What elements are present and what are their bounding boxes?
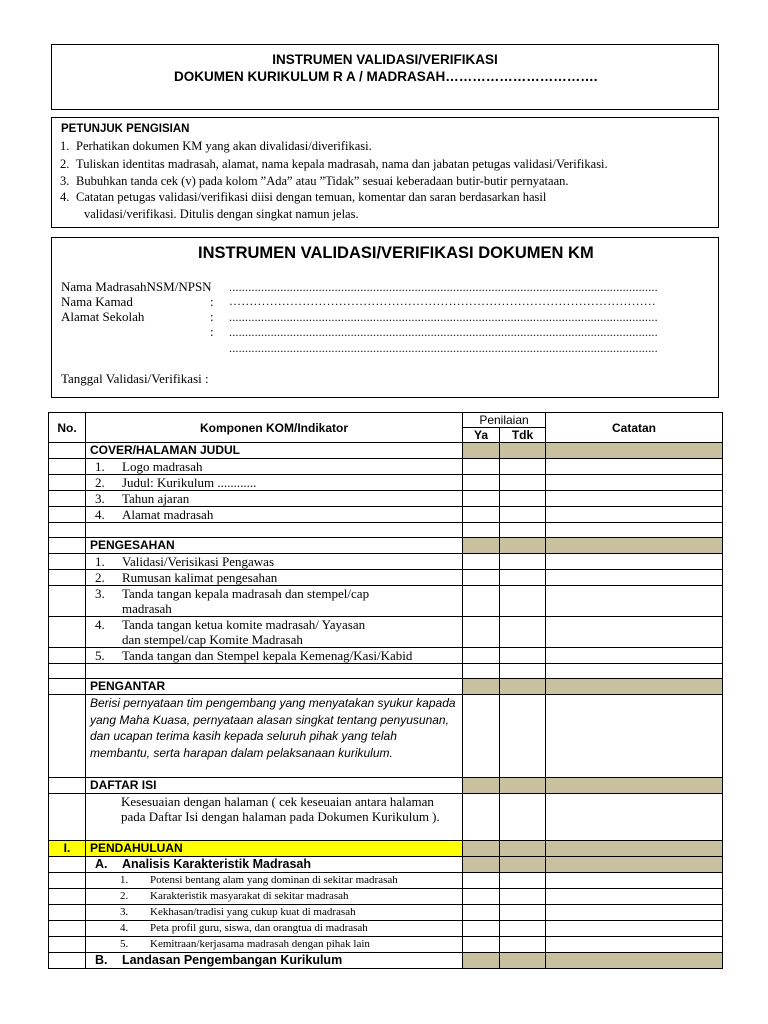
petunjuk-heading: PETUNJUK PENGISIAN [61, 123, 190, 135]
petunjuk-item-4 [60, 190, 546, 205]
cell-catatan[interactable] [546, 794, 723, 841]
table-row-subsection [49, 857, 723, 873]
item-text: Rumusan kalimat pengesahan [122, 570, 278, 585]
petunjuk-item-num: 3. [60, 174, 70, 188]
item-num: 2. [95, 475, 105, 490]
section-heading-pengesahan: PENGESAHAN [86, 538, 463, 554]
nama-kamad-field[interactable]: …………………………………………………………………………………………… [229, 294, 656, 308]
cell-tdk[interactable] [500, 937, 546, 953]
alamat-sekolah-colon-2: : [210, 324, 214, 339]
cell-ya[interactable] [463, 475, 500, 491]
subsection-title: Analisis Karakteristik Madrasah [122, 857, 311, 871]
cell-catatan[interactable] [546, 648, 723, 664]
petunjuk-item-num: 2. [60, 157, 70, 171]
section-heading-cover: COVER/HALAMAN JUDUL [86, 443, 463, 459]
cell-ya[interactable] [463, 538, 500, 554]
cell-ya[interactable] [463, 794, 500, 841]
table-row [49, 794, 723, 841]
item-text: Logo madrasah [122, 459, 203, 474]
table-row-section [49, 538, 723, 554]
cell-tdk[interactable] [500, 873, 546, 889]
cell-ya[interactable] [463, 507, 500, 523]
cell-tdk[interactable] [500, 648, 546, 664]
cell-tdk[interactable] [500, 953, 546, 969]
cell-catatan[interactable] [546, 778, 723, 794]
cell-tdk[interactable] [500, 554, 546, 570]
tanggal-validasi-label: Tanggal Validasi/Verifikasi : [61, 371, 209, 386]
header-penilaian: Penilaian [463, 413, 546, 428]
cell-ya[interactable] [463, 905, 500, 921]
cell-catatan[interactable] [546, 491, 723, 507]
cell-ya[interactable] [463, 857, 500, 873]
cell-catatan[interactable] [546, 679, 723, 695]
section-heading-pendahuluan: PENDAHULUAN [86, 841, 463, 857]
item-text: Karakteristik masyarakat di sekitar madrasah [150, 890, 349, 902]
section-number: I. [49, 841, 86, 857]
table-row [49, 695, 723, 778]
table-row [49, 905, 723, 921]
item-text: Kemitraan/kerjasama madrasah dengan pihak lain [150, 938, 370, 950]
cell-catatan[interactable] [546, 841, 723, 857]
table-row [49, 889, 723, 905]
cell-catatan[interactable] [546, 873, 723, 889]
cell-ya[interactable] [463, 443, 500, 459]
table-row [49, 554, 723, 570]
cell-tdk[interactable] [500, 695, 546, 778]
table-row [49, 873, 723, 889]
table-row [49, 617, 723, 648]
item-text: Tanda tangan ketua komite madrasah/ Yayasan [122, 617, 366, 632]
cell-ya[interactable] [463, 679, 500, 695]
cell-tdk[interactable] [500, 857, 546, 873]
table-row [49, 921, 723, 937]
header-ya: Ya [463, 428, 500, 443]
cell-catatan[interactable] [546, 889, 723, 905]
alamat-sekolah-field[interactable]: ...................................................................................................................................... [229, 310, 658, 324]
item-text-continuation: madrasah [122, 601, 172, 616]
item-text: Kekhasan/tradisi yang cukup kuat di madrasah [150, 906, 356, 918]
pengantar-description: Berisi pernyataan tim pengembang yang menyatakan syukur kapada yang Maha Kuasa, pernyataan alasan singkat tentang penyusunan, dan ucapan terima kasih kepada seluruh pihak yang telah membantu, serta harapan dalam pelaksanaan kurikulum. [86, 695, 463, 778]
petunjuk-item-2 [60, 157, 608, 172]
cell-ya[interactable] [463, 873, 500, 889]
cell-catatan[interactable] [546, 586, 723, 617]
table-row [49, 586, 723, 617]
cell-ya[interactable] [463, 459, 500, 475]
item-num: 3. [95, 491, 105, 506]
item-text: Tanda tangan kepala madrasah dan stempel/cap [122, 586, 370, 601]
cell-tdk[interactable] [500, 679, 546, 695]
nama-madrasah-label: Nama MadrasahNSM/NPSN [61, 279, 212, 294]
petunjuk-item-4-continuation: validasi/verifikasi. Ditulis dengan singkat namun jelas. [84, 207, 359, 221]
cell-catatan[interactable] [546, 443, 723, 459]
alamat-sekolah-label: Alamat Sekolah [61, 309, 145, 324]
table-row-section [49, 841, 723, 857]
petunjuk-item-num: 1. [60, 139, 70, 153]
table-row [49, 648, 723, 664]
cell-tdk[interactable] [500, 921, 546, 937]
document-title-box [51, 44, 719, 110]
item-num: 2. [95, 570, 105, 585]
item-num: 3. [95, 586, 105, 601]
item-num: 4. [120, 922, 129, 934]
item-text: Potensi bentang alam yang dominan di sekitar madrasah [150, 874, 398, 886]
cell-tdk[interactable] [500, 538, 546, 554]
cell-catatan[interactable] [546, 617, 723, 648]
item-num: 1. [120, 874, 129, 886]
instrument-table [48, 412, 723, 969]
table-row [49, 475, 723, 491]
item-num: 4. [95, 507, 105, 522]
table-row-subsection [49, 953, 723, 969]
cell-ya[interactable] [463, 554, 500, 570]
cell-tdk[interactable] [500, 507, 546, 523]
cell-ya[interactable] [463, 921, 500, 937]
alamat-sekolah-colon: : [210, 309, 214, 324]
subsection-title: Landasan Pengembangan Kurikulum [122, 953, 343, 967]
petunjuk-item-text: Bubuhkan tanda cek (v) pada kolom ”Ada” atau ”Tidak” sesuai keberadaan butir-butir pernyataan. [76, 174, 569, 188]
cell-ya[interactable] [463, 648, 500, 664]
petunjuk-item-text: Catatan petugas validasi/verifikasi diisi dengan temuan, komentar dan saran berdasarkan hasil [76, 190, 547, 204]
cell-tdk[interactable] [500, 794, 546, 841]
cell-tdk[interactable] [500, 459, 546, 475]
cell-ya[interactable] [463, 889, 500, 905]
cell-ya[interactable] [463, 491, 500, 507]
cell-catatan[interactable] [546, 475, 723, 491]
cell-ya[interactable] [463, 695, 500, 778]
table-row [49, 570, 723, 586]
cell-tdk[interactable] [500, 475, 546, 491]
header-tdk: Tdk [500, 428, 546, 443]
document-title-line2: DOKUMEN KURIKULUM R A / MADRASAH……………………………. [174, 69, 598, 84]
cell-ya[interactable] [463, 778, 500, 794]
table-row-section [49, 679, 723, 695]
item-text: Tanda tangan dan Stempel kepala Kemenag/Kasi/Kabid [122, 648, 413, 663]
petunjuk-item-3 [60, 174, 569, 189]
cell-tdk[interactable] [500, 841, 546, 857]
cell-ya[interactable] [463, 953, 500, 969]
cell-tdk[interactable] [500, 443, 546, 459]
cell-catatan[interactable] [546, 507, 723, 523]
table-row-section [49, 778, 723, 794]
header-komponen: Komponen KOM/Indikator [86, 413, 463, 443]
cell-tdk[interactable] [500, 586, 546, 617]
alamat-sekolah-field-3[interactable]: ...................................................................................................................................... [229, 341, 658, 355]
alamat-sekolah-field-2[interactable]: ...................................................................................................................................... [229, 325, 658, 339]
table-row-empty [49, 523, 723, 538]
identitas-title: INSTRUMEN VALIDASI/VERIFIKASI DOKUMEN KM [198, 244, 594, 262]
petunjuk-item-text: Perhatikan dokumen KM yang akan divalidasi/diverifikasi. [76, 139, 372, 153]
cell-ya[interactable] [463, 586, 500, 617]
item-num: 1. [95, 554, 105, 569]
document-title-line1: INSTRUMEN VALIDASI/VERIFIKASI [272, 52, 498, 67]
cell-tdk[interactable] [500, 905, 546, 921]
item-num: 1. [95, 459, 105, 474]
item-num: 5. [95, 648, 105, 663]
item-text: Tahun ajaran [122, 491, 190, 506]
cell-catatan[interactable] [546, 554, 723, 570]
petunjuk-item-text: Tuliskan identitas madrasah, alamat, nama kepala madrasah, nama dan jabatan petugas validasi/Verifikasi. [76, 157, 608, 171]
cell-tdk[interactable] [500, 778, 546, 794]
table-row [49, 507, 723, 523]
cell-catatan[interactable] [546, 459, 723, 475]
subsection-letter: B. [95, 953, 108, 967]
item-num: 2. [120, 890, 129, 902]
cell-catatan[interactable] [546, 695, 723, 778]
cell-ya[interactable] [463, 937, 500, 953]
petunjuk-item-1 [60, 139, 372, 154]
cell-tdk[interactable] [500, 491, 546, 507]
cell-ya[interactable] [463, 617, 500, 648]
subsection-letter: A. [95, 857, 108, 871]
item-num: 3. [120, 906, 129, 918]
table-row-empty [49, 664, 723, 679]
nama-madrasah-field[interactable]: ...................................................................................................................................... [229, 280, 658, 294]
cell-tdk[interactable] [500, 889, 546, 905]
cell-catatan[interactable] [546, 570, 723, 586]
item-text: Alamat madrasah [122, 507, 214, 522]
identitas-box [51, 237, 719, 398]
item-text-continuation: dan stempel/cap Komite Madrasah [122, 632, 303, 647]
item-num: 4. [95, 617, 105, 632]
section-heading-daftar-isi: DAFTAR ISI [86, 778, 463, 794]
table-row [49, 459, 723, 475]
nama-kamad-colon: : [210, 294, 214, 309]
cell-catatan[interactable] [546, 953, 723, 969]
petunjuk-item-num: 4. [60, 190, 70, 204]
petunjuk-box [51, 117, 719, 228]
cell-ya[interactable] [463, 841, 500, 857]
header-no: No. [49, 413, 86, 443]
item-num: 5. [120, 938, 129, 950]
header-catatan: Catatan [546, 413, 723, 443]
cell-catatan[interactable] [546, 538, 723, 554]
table-row-section [49, 443, 723, 459]
item-text: Validasi/Verisikasi Pengawas [122, 554, 275, 569]
cell-catatan[interactable] [546, 921, 723, 937]
table-row [49, 937, 723, 953]
cell-catatan[interactable] [546, 857, 723, 873]
daftar-isi-description: Kesesuaian dengan halaman ( cek keseuaian antara halaman pada Daftar Isi dengan halaman pada Dokumen Kurikulum ). [86, 794, 463, 841]
cell-catatan[interactable] [546, 905, 723, 921]
cell-ya[interactable] [463, 570, 500, 586]
table-row [49, 491, 723, 507]
item-text: Peta profil guru, siswa, dan orangtua di madrasah [150, 922, 368, 934]
cell-tdk[interactable] [500, 617, 546, 648]
nama-kamad-label: Nama Kamad [61, 294, 133, 309]
cell-tdk[interactable] [500, 570, 546, 586]
item-text: Judul: Kurikulum ............ [122, 475, 257, 490]
cell-catatan[interactable] [546, 937, 723, 953]
section-heading-pengantar: PENGANTAR [86, 679, 463, 695]
